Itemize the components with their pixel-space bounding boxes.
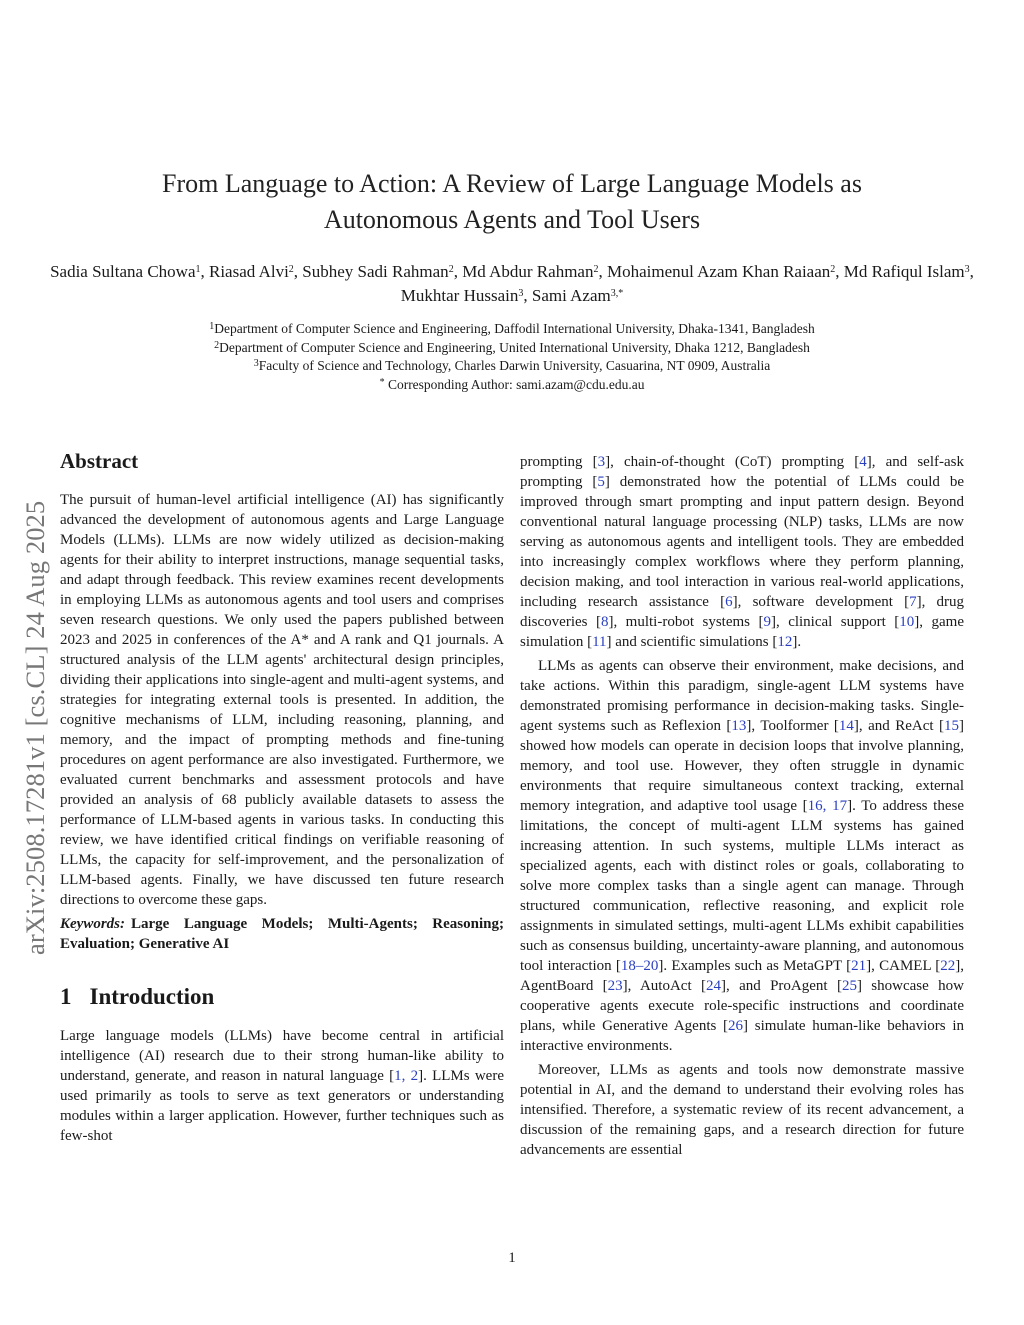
section-title: Introduction	[89, 984, 215, 1009]
citation-link[interactable]: 23	[607, 978, 623, 994]
affiliation-text: Department of Computer Science and Engineering, Daffodil International University, Dhaka-1341, Bangladesh	[214, 321, 815, 336]
citation-link[interactable]: 11	[592, 634, 607, 650]
page-number: 1	[508, 1250, 516, 1266]
author-name: Subhey Sadi Rahman	[302, 262, 449, 281]
citation-link[interactable]: 21	[851, 958, 867, 974]
author-name: Mohaimenul Azam Khan Raiaan	[606, 262, 831, 281]
affiliation-line	[40, 357, 984, 376]
arxiv-identifier: arXiv:2508.17281v1 [cs.CL] 24 Aug 2025	[20, 500, 50, 955]
abstract-text: The pursuit of human-level artificial intelligence (AI) has significantly advanced the development of autonomous agents and Large Language Models (LLMs). LLMs are now widely utilized as decision-making agents for their ability to interpret instructions, manage sequential tasks, and adapt through feedback. This review examines recent developments in employing LLMs as autonomous agents and tool users and comprises seven research questions. We only used the papers published between 2023 and 2025 in conferences of the A* and A rank and Q1 journals. A structured analysis of the LLM agents' architectural design principles, dividing their applications into single-agent and multi-agent systems, and strategies for integrating external tools is presented. In addition, the cognitive mechanisms of LLM, including reasoning, planning, and memory, and the impact of prompting methods and fine-tuning procedures on agent performance are also investigated. Furthermore, we evaluated current benchmarks and assessment protocols and have provided an analysis of 68 publicly available datasets to assess the performance of LLM-based agents in various tasks. In conducting this review, we have identified critical findings on verifiable reasoning of LLMs, the capacity for self-improvement, and the personalization of LLM-based agents. Finally, we have discussed ten future research directions to overcome these gaps.	[60, 492, 504, 908]
title-line-1: From Language to Action: A Review of Large Language Models as	[162, 169, 862, 198]
affiliation-mark: *	[379, 376, 385, 388]
intro-paragraph-3: LLMs as agents can observe their environment, make decisions, and take actions. Within this paradigm, single-agent LLM systems have demonstrated promising performance in decision-making tasks. Single-agent systems such as Reflexion [13], Toolformer [14], and ReAct [15] showed how models can operate in decision loops that involve planning, memory, and tool use. However, they often struggle in dynamic environments that require simultaneous context tracking, external memory integration, and adaptive tool usage [16, 17]. To address these limitations, the concept of multi-agent LLM systems has gained increasing attention. In such systems, multiple LLMs interact as specialized agents, each with distinct roles or goals, collaborating to solve more complex tasks than a single agent can manage. Through structured communication, reflective reasoning, and explicit role assignments in simulated settings, multi-agent LLMs exhibit capabilities such as consensus building, uncertainty-aware planning, and autonomous tool interaction [18–20]. Examples such as MetaGPT [21], CAMEL [22], AgentBoard [23], AutoAct [24], and ProAgent [25] showcase how cooperative agents execute role-specific instructions and coordinate plans, while Generative Agents [26] simulate human-like behaviors in interactive environments.	[520, 658, 965, 1054]
citation-link[interactable]: 16, 17	[807, 798, 848, 814]
citation-link[interactable]: 1, 2	[394, 1068, 419, 1084]
citation-link[interactable]: 12	[777, 634, 793, 650]
section-heading-introduction	[60, 984, 504, 1010]
citation-link[interactable]: 10	[899, 614, 915, 630]
intro-paragraph-4: Moreover, LLMs as agents and tools now demonstrate massive potential in AI, and the demand to understand their evolving roles has intensified. Therefore, a systematic review of its recent advancement, a discussion of the remaining gaps, and a research direction for future advancements are essential	[520, 1062, 964, 1158]
citation-link[interactable]: 25	[841, 978, 857, 994]
citation-link[interactable]: 18–20	[620, 958, 659, 974]
affiliation-mark: 1	[209, 321, 215, 332]
affiliation-line	[40, 376, 984, 395]
citation-link[interactable]: 3	[597, 454, 606, 470]
author-name: Mukhtar Hussain	[400, 286, 519, 305]
affiliation-list	[40, 320, 984, 394]
citation-link[interactable]: 13	[731, 718, 747, 734]
citation-link[interactable]: 8	[600, 614, 609, 630]
citation-link[interactable]: 6	[725, 594, 733, 610]
citation-link[interactable]: 26	[728, 1018, 744, 1034]
right-column	[520, 452, 964, 1160]
author-affiliation-mark: 2	[448, 264, 454, 275]
author-name: Md Rafiqul Islam	[843, 262, 965, 281]
author-name: Md Abdur Rahman	[462, 262, 594, 281]
citation-link[interactable]: 9	[763, 614, 771, 630]
section-number: 1	[60, 984, 72, 1009]
author-affiliation-mark: 3	[964, 264, 970, 275]
affiliation-mark: 2	[214, 339, 220, 351]
author-affiliation-mark: 2	[288, 264, 294, 275]
author-affiliation-mark: 3	[518, 288, 524, 299]
author-affiliation-mark: 2	[830, 264, 836, 275]
affiliation-text: Faculty of Science and Technology, Charles Darwin University, Casuarina, NT 0909, Australia	[258, 358, 771, 374]
affiliation-text: Department of Computer Science and Engineering, United International University, Dhaka 1212, Bangladesh	[219, 339, 810, 355]
affiliation-mark: 3	[253, 358, 259, 370]
author-list: Sadia Sultana Chowa$^1$, Riasad Alvi$^2$, Subhey Sadi Rahman$^2$, Md Abdur Rahman$^2$, Mohaimenul Azam Khan Raiaan$^2$, Md Rafiqul Islam$^3$, Mukhtar Hussain$^3$, Sami Azam$^{3,*}$	[50, 262, 974, 305]
author-name: Sami Azam	[531, 286, 611, 305]
author-affiliation-mark: 1	[195, 264, 201, 275]
keywords	[60, 914, 504, 954]
author-affiliation-mark: 2	[593, 264, 599, 275]
citation-link[interactable]: 7	[909, 594, 917, 610]
keywords-text: Large Language Models; Multi-Agents; Reasoning; Evaluation; Generative AI	[60, 916, 504, 952]
abstract-heading: Abstract	[60, 449, 139, 473]
citation-link[interactable]: 15	[944, 718, 960, 734]
citation-link[interactable]: 14	[838, 718, 854, 734]
title-line-2: Autonomous Agents and Tool Users	[323, 205, 701, 234]
author-name: Sadia Sultana Chowa	[50, 262, 196, 281]
author-affiliation-mark: 3,*	[610, 288, 624, 299]
left-column	[60, 448, 504, 1146]
paper-title	[60, 166, 964, 238]
affiliation-text: Corresponding Author: sami.azam@cdu.edu.au	[384, 376, 645, 392]
affiliation-line	[40, 339, 984, 358]
intro-paragraph-1: Large language models (LLMs) have become central in artificial intelligence (AI) research due to their strong human-like ability to understand, generate, and reason in natural language [1, 2]. LLMs were used primarily as tools to serve as text generators or understanding modules within a larger application. However, further techniques such as few-shot	[60, 1028, 504, 1144]
citation-link[interactable]: 4	[859, 454, 867, 470]
affiliation-line	[40, 320, 984, 339]
author-name: Riasad Alvi	[208, 262, 289, 281]
keywords-label: Keywords:	[60, 916, 125, 932]
citation-link[interactable]: 22	[940, 958, 956, 974]
intro-paragraph-2: prompting [3], chain-of-thought (CoT) prompting [4], and self-ask prompting [5] demonstrated how the potential of LLMs could be improved through smart prompting and input pattern design. Beyond conventional natural language processing (NLP) tasks, LLMs are now serving as autonomous agents and intelligent tools. They are embedded into increasingly complex workflows where they perform planning, decision making, and tool interaction in various real-world applications, including research assistance [6], software development [7], drug discoveries [8], multi-robot systems [9], clinical support [10], game simulation [11] and scientific simulations [12].	[520, 454, 965, 650]
citation-link[interactable]: 24	[705, 978, 721, 994]
citation-link[interactable]: 5	[597, 474, 605, 490]
